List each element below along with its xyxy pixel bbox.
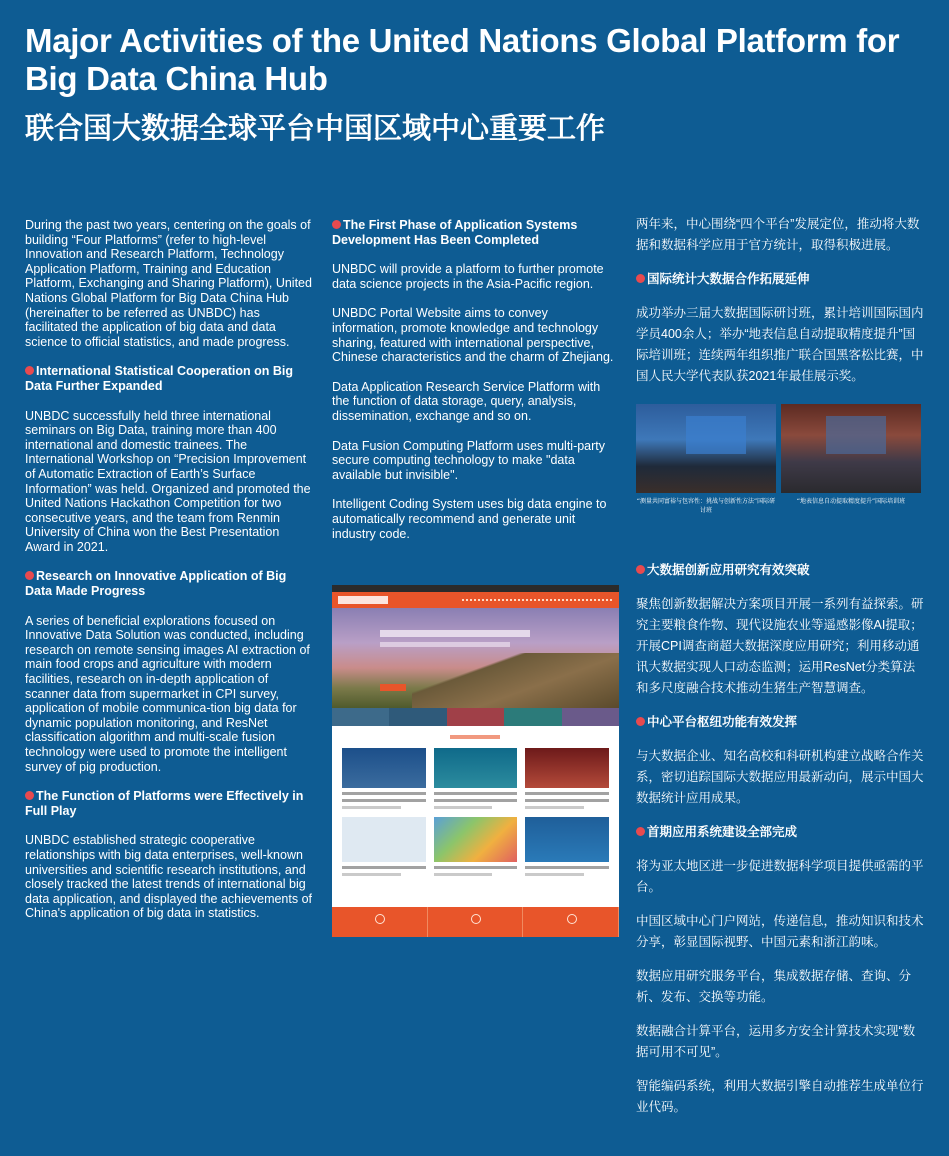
site-tile [562, 708, 619, 726]
english-column-left [25, 218, 313, 936]
news-line [525, 792, 609, 795]
heading-text: The Function of Platforms were Effectively in Full Play [25, 789, 304, 818]
news-line [434, 799, 518, 802]
news-image [342, 748, 426, 788]
site-footer [332, 907, 619, 937]
news-line [434, 806, 493, 809]
cn-systems-paragraph-1: 将为亚太地区进一步促进数据科学项目提供亟需的平台。 [636, 859, 924, 894]
site-hero-great-wall [332, 608, 619, 708]
cn-section-body-research: 聚焦创新数据解决方案项目开展一系列有益探索。研究主要粮食作物、现代设施农业等遥感影像AI提取；开展CPI调查商超大数据深度应用研究；利用移动通讯大数据实现人口动态监测；运用ResNet分类算法和多尺度融合技术推动生猪生产智慧调查。 [636, 597, 924, 695]
site-tile [504, 708, 561, 726]
news-card [434, 748, 518, 878]
site-logo [338, 596, 388, 604]
seminar-photo-caption: “测量共同富裕与包容性：挑战与创新性方法”国际研讨班 [636, 498, 776, 514]
heading-text: 国际统计大数据合作拓展延伸 [647, 272, 810, 286]
bullet-dot-icon [25, 366, 34, 375]
site-tile [389, 708, 446, 726]
training-photo-caption: “地表信息自动提取精度提升”国际培训班 [796, 498, 906, 505]
cn-section-heading-cooperation [636, 269, 924, 290]
news-line [342, 866, 426, 869]
chinese-column [636, 214, 924, 1131]
news-line [434, 866, 518, 869]
seminar-photo [636, 404, 776, 493]
bullet-dot-icon [636, 274, 645, 283]
footer-item [523, 907, 619, 937]
cn-systems-paragraph-4: 数据融合计算平台，运用多方安全计算技术实现“数据可用不可见”。 [636, 1024, 916, 1059]
projection-screen [686, 416, 746, 454]
systems-paragraph-2: UNBDC Portal Website aims to convey information, promote knowledge and technology sharing, featured with international perspective, Chinese characteristics and the charm of Zhejiang. [332, 306, 614, 365]
heading-text: 中心平台枢纽功能有效发挥 [647, 715, 798, 729]
bullet-dot-icon [636, 827, 645, 836]
portal-website-screenshot [332, 585, 619, 937]
news-line [525, 873, 584, 876]
site-topbar [332, 585, 619, 592]
section-body-cooperation: UNBDC successfully held three international seminars on Big Data, training more than 400 international and domestic trainees. The International Workshop on “Precision Improvement of Automatic Extraction of Earth’s Surface Information” was held. Organized and promoted the United Nations Hackathon Competition for two consecutive years, and the team from Renmin University of China won the Best Presentation Award in 2021. [25, 408, 311, 554]
section-heading-platforms [25, 789, 313, 818]
news-line [434, 873, 493, 876]
news-image [434, 748, 518, 788]
news-heading-text [450, 735, 500, 739]
heading-text: 首期应用系统建设全部完成 [647, 825, 798, 839]
news-image [525, 748, 609, 788]
training-photo [781, 404, 921, 493]
news-line [342, 806, 401, 809]
cn-systems-paragraph-3: 数据应用研究服务平台，集成数据存储、查询、分析、发布、交换等功能。 [636, 969, 912, 1004]
news-line [342, 873, 401, 876]
bullet-dot-icon [636, 717, 645, 726]
heading-text: International Statistical Cooperation on Big Data Further Expanded [25, 364, 293, 393]
world-data-forum-logo [434, 817, 518, 862]
news-image [525, 817, 609, 862]
heading-text: The First Phase of Application Systems Development Has Been Completed [332, 218, 578, 247]
section-body-research: A series of beneficial explorations focused on Innovative Data Solution was conducted, including research on remote sensing images AI extraction of main food crops and agriculture with modern facilities, research on in-depth application of scanner data from supermarket in CPI survey, application of mobile communica-tion big data for dynamic population monitoring, and ResNet classification algorithm and multi-scale fusion technology were used to promote the intelligent survey of pig production. [25, 613, 310, 774]
great-wall-image [412, 653, 619, 708]
page-title-chinese: 联合国大数据全球平台中国区域中心重要工作 [25, 111, 606, 145]
page-title-english: Major Activities of the United Nations Global Platform for Big Data China Hub [25, 22, 900, 97]
news-line [434, 792, 518, 795]
news-line [525, 806, 584, 809]
systems-paragraph-1: UNBDC will provide a platform to further promote data science projects in the Asia-Pacific region. [332, 262, 604, 291]
section-heading-systems [332, 218, 616, 247]
cn-section-heading-systems [636, 822, 924, 843]
site-navbar [332, 592, 619, 608]
footer-item [428, 907, 524, 937]
intro-paragraph: During the past two years, centering on the goals of building “Four Platforms” (refer to high-level Innovation and Research Platform, Technology Application Platform, Training and Education Platform, Exchanging and Sharing Platform), United Nations Global Platform for Big Data China Hub (hereinafter to be referred as UNBDC) has facilitated the application of big data and data science to official statistics, and made progress. [25, 218, 312, 349]
hero-heading [380, 630, 530, 637]
news-line [525, 799, 609, 802]
bullet-dot-icon [25, 571, 34, 580]
site-tiles [332, 708, 619, 726]
systems-paragraph-3: Data Application Research Service Platform with the function of data storage, query, analysis, dissemination, exchange and so on. [332, 379, 601, 423]
site-news-heading [332, 726, 619, 748]
projection-screen [826, 416, 886, 454]
hero-subheading [380, 642, 510, 647]
site-tile [447, 708, 504, 726]
systems-paragraph-5: Intelligent Coding System uses big data engine to automatically recommend and generate unit industry code. [332, 497, 607, 541]
news-line [342, 799, 426, 802]
site-tile [332, 708, 389, 726]
cn-intro-paragraph: 两年来，中心围绕“四个平台”发展定位，推动将大数据和数据科学应用于官方统计，取得积极进展。 [636, 217, 920, 252]
site-news-cards [332, 748, 619, 878]
bullet-dot-icon [25, 791, 34, 800]
systems-paragraph-4: Data Fusion Computing Platform uses multi-party secure computing technology to make "data available but invisible". [332, 438, 606, 482]
cn-section-heading-research [636, 560, 924, 581]
cn-systems-paragraph-2: 中国区域中心门户网站，传递信息，推动知识和技术分享，彰显国际视野、中国元素和浙江韵味。 [636, 914, 924, 949]
section-body-platforms: UNBDC established strategic cooperative relationships with big data enterprises, well-known universities and scientific research institutions, and closely tracked the latest trends of international big data application, and displayed the achievements of China's application of big data in statistics. [25, 833, 312, 921]
english-column-middle [332, 218, 616, 556]
section-heading-cooperation [25, 364, 313, 393]
news-line [525, 866, 609, 869]
heading-text: Research on Innovative Application of Big Data Made Progress [25, 569, 287, 599]
cn-systems-paragraph-5: 智能编码系统，利用大数据引擎自动推荐生成单位行业代码。 [636, 1079, 924, 1114]
cn-section-body-cooperation: 成功举办三届大数据国际研讨班，累计培训国际国内学员400余人；举办“地表信息自动提取精度提升”国际培训班；连续两年组织推广联合国黑客松比赛，中国人民大学代表队获2021年最佳展示奖。 [636, 306, 924, 383]
heading-text: 大数据创新应用研究有效突破 [647, 563, 810, 577]
news-line [342, 792, 426, 795]
news-image [342, 817, 426, 862]
section-heading-research [25, 569, 313, 598]
bullet-dot-icon [332, 220, 341, 229]
cn-section-heading-platforms [636, 712, 924, 733]
news-card [342, 748, 426, 878]
site-menu [462, 599, 612, 603]
cn-section-body-platforms: 与大数据企业、知名高校和科研机构建立战略合作关系，密切追踪国际大数据应用最新动向，展示中国大数据统计应用成果。 [636, 749, 924, 805]
hero-button [380, 684, 406, 691]
bullet-dot-icon [636, 565, 645, 574]
news-card [525, 748, 609, 878]
footer-item [332, 907, 428, 937]
